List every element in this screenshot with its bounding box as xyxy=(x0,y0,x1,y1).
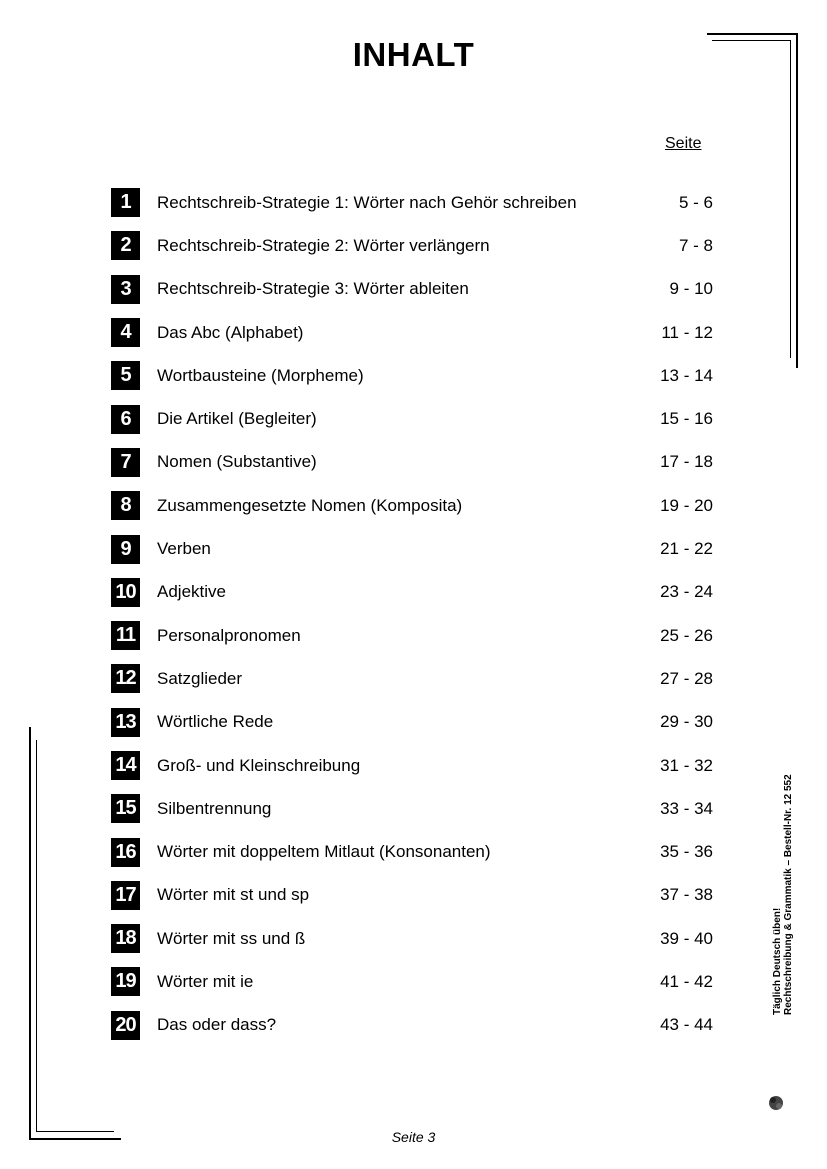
toc-entry xyxy=(111,311,731,354)
chapter-number-badge: 19 xyxy=(111,967,140,996)
toc-entry xyxy=(111,397,731,440)
chapter-title: Das Abc (Alphabet) xyxy=(157,322,304,342)
toc-entry xyxy=(111,224,731,267)
chapter-number-badge: 17 xyxy=(111,881,140,910)
chapter-title: Rechtschreib-Strategie 2: Wörter verlängern xyxy=(157,235,490,255)
side-imprint xyxy=(772,774,794,1015)
toc-entry xyxy=(111,657,731,700)
chapter-title: Rechtschreib-Strategie 1: Wörter nach Gehör schreiben xyxy=(157,192,577,212)
toc-entry xyxy=(111,787,731,830)
toc-entry xyxy=(111,1004,731,1047)
chapter-pages: 13 - 14 xyxy=(660,365,713,385)
chapter-number-badge: 8 xyxy=(111,491,140,520)
chapter-pages: 31 - 32 xyxy=(660,755,713,775)
toc-entry xyxy=(111,744,731,787)
chapter-pages: 29 - 30 xyxy=(660,712,713,732)
chapter-title: Wörter mit st und sp xyxy=(157,885,310,905)
chapter-pages: 27 - 28 xyxy=(660,668,713,688)
chapter-title: Personalpronomen xyxy=(157,625,301,645)
toc-entry xyxy=(111,441,731,484)
chapter-title: Satzglieder xyxy=(157,668,243,688)
publisher-logo xyxy=(768,1092,812,1114)
chapter-pages: 37 - 38 xyxy=(660,885,713,905)
chapter-pages: 21 - 22 xyxy=(660,539,713,559)
chapter-number-badge: 15 xyxy=(111,794,140,823)
chapter-number-badge: 5 xyxy=(111,361,140,390)
toc-entry xyxy=(111,917,731,960)
chapter-pages: 17 - 18 xyxy=(660,452,713,472)
chapter-number-badge: 3 xyxy=(111,275,140,304)
chapter-title: Adjektive xyxy=(157,582,226,602)
chapter-number-badge: 20 xyxy=(111,1011,140,1040)
chapter-pages: 25 - 26 xyxy=(660,625,713,645)
chapter-title: Die Artikel (Begleiter) xyxy=(157,409,317,429)
chapter-number-badge: 6 xyxy=(111,405,140,434)
toc-entry xyxy=(111,701,731,744)
toc-entry xyxy=(111,181,731,224)
chapter-pages: 43 - 44 xyxy=(660,1015,713,1035)
chapter-title: Groß- und Kleinschreibung xyxy=(157,755,361,775)
chapter-pages: 35 - 36 xyxy=(660,842,713,862)
chapter-pages: 15 - 16 xyxy=(660,409,713,429)
chapter-pages: 11 - 12 xyxy=(661,322,713,342)
chapter-number-badge: 2 xyxy=(111,231,140,260)
toc-entry xyxy=(111,960,731,1003)
toc-entry xyxy=(111,354,731,397)
chapter-title: Wörtliche Rede xyxy=(157,712,274,732)
toc-entry xyxy=(111,614,731,657)
side-imprint-line2: Rechtschreibung & Grammatik – Bestell-Nr. 12 552 xyxy=(783,774,794,1015)
chapter-title: Zusammengesetzte Nomen (Komposita) xyxy=(157,495,463,515)
chapter-number-badge: 18 xyxy=(111,924,140,953)
chapter-title: Silbentrennung xyxy=(157,798,272,818)
chapter-pages: 7 - 8 xyxy=(678,235,713,255)
chapter-number-badge: 10 xyxy=(111,578,140,607)
toc-entry xyxy=(111,874,731,917)
chapter-number-badge: 14 xyxy=(111,751,140,780)
toc-entry xyxy=(111,571,731,614)
pages-column-header: Seite xyxy=(665,135,702,152)
toc-entry xyxy=(111,268,731,311)
chapter-title: Verben xyxy=(157,539,211,559)
table-of-contents xyxy=(111,181,731,1047)
chapter-title: Wortbausteine (Morpheme) xyxy=(157,365,364,385)
chapter-number-badge: 9 xyxy=(111,535,140,564)
chapter-pages: 33 - 34 xyxy=(660,798,713,818)
chapter-number-badge: 11 xyxy=(111,621,140,650)
toc-entry xyxy=(111,527,731,570)
page-number: Seite 3 xyxy=(391,1129,436,1145)
chapter-number-badge: 7 xyxy=(111,448,140,477)
chapter-title: Das oder dass? xyxy=(157,1015,277,1035)
chapter-number-badge: 13 xyxy=(111,708,140,737)
chapter-pages: 23 - 24 xyxy=(660,582,713,602)
chapter-title: Rechtschreib-Strategie 3: Wörter ableiten xyxy=(157,279,469,299)
chapter-title: Wörter mit ie xyxy=(157,971,254,991)
chapter-number-badge: 1 xyxy=(111,188,140,217)
chapter-title: Wörter mit ss und ß xyxy=(157,928,306,948)
side-imprint-line1: Täglich Deutsch üben! xyxy=(772,907,783,1015)
chapter-pages: 41 - 42 xyxy=(660,971,713,991)
chapter-pages: 19 - 20 xyxy=(660,495,713,515)
chapter-title: Wörter mit doppeltem Mitlaut (Konsonanten) xyxy=(157,842,491,862)
chapter-pages: 5 - 6 xyxy=(678,192,713,212)
chapter-title: Nomen (Substantive) xyxy=(157,452,317,472)
toc-entry xyxy=(111,484,731,527)
page-title: INHALT xyxy=(352,36,475,73)
chapter-pages: 9 - 10 xyxy=(669,279,713,299)
chapter-pages: 39 - 40 xyxy=(660,928,713,948)
chapter-number-badge: 16 xyxy=(111,838,140,867)
toc-entry xyxy=(111,830,731,873)
chapter-number-badge: 12 xyxy=(111,664,140,693)
chapter-number-badge: 4 xyxy=(111,318,140,347)
